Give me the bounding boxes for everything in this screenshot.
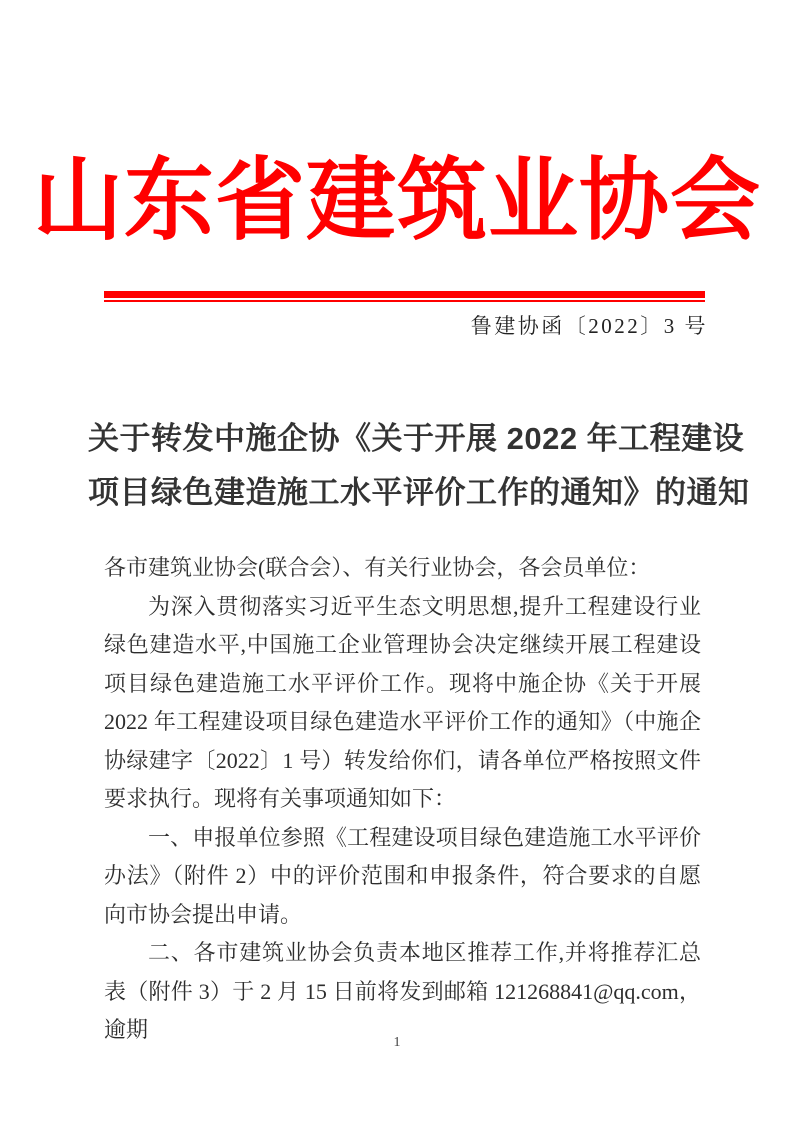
body-paragraph: 二、各市建筑业协会负责本地区推荐工作,并将推荐汇总表（附件 3）于 2 月 15 日前将发到邮箱 121268841@qq.com，逾期 [104,940,701,1042]
document-title-line2: 项目绿色建造施工水平评价工作的通知》的通知 [88,475,750,510]
red-divider [104,291,705,302]
salutation: 各市建筑业协会(联合会）、有关行业协会，各会员单位： [104,555,651,580]
document-body [104,549,701,1050]
red-divider-thick-bar [104,291,705,298]
document-number: 鲁建协函〔2022〕3 号 [470,314,708,338]
red-divider-thin-bar [104,300,705,302]
document-title-line1: 关于转发中施企协《关于开展 2022 年工程建设 [88,421,745,456]
page-number: 1 [393,1035,401,1050]
body-paragraph: 一、申报单位参照《工程建设项目绿色建造施工水平评价办法》（附件 2）中的评价范围和申报条件，符合要求的自愿向市协会提出申请。 [104,824,701,927]
letterhead-title: 山东省建筑业协会 [33,152,761,251]
body-paragraph: 为深入贯彻落实习近平生态文明思想,提升工程建设行业绿色建造水平,中国施工企业管理协会决定继续开展工程建设项目绿色建造施工水平评价工作。现将中施企协《关于开展 2022 年工程建设项目绿色建造水平评价工作的通知》（中施企协绿建字〔2022〕1 号）转发给你们，请各单位严格按照文件要求执行。现将有关事项通知如下： [104,593,701,811]
document-title [88,412,750,520]
